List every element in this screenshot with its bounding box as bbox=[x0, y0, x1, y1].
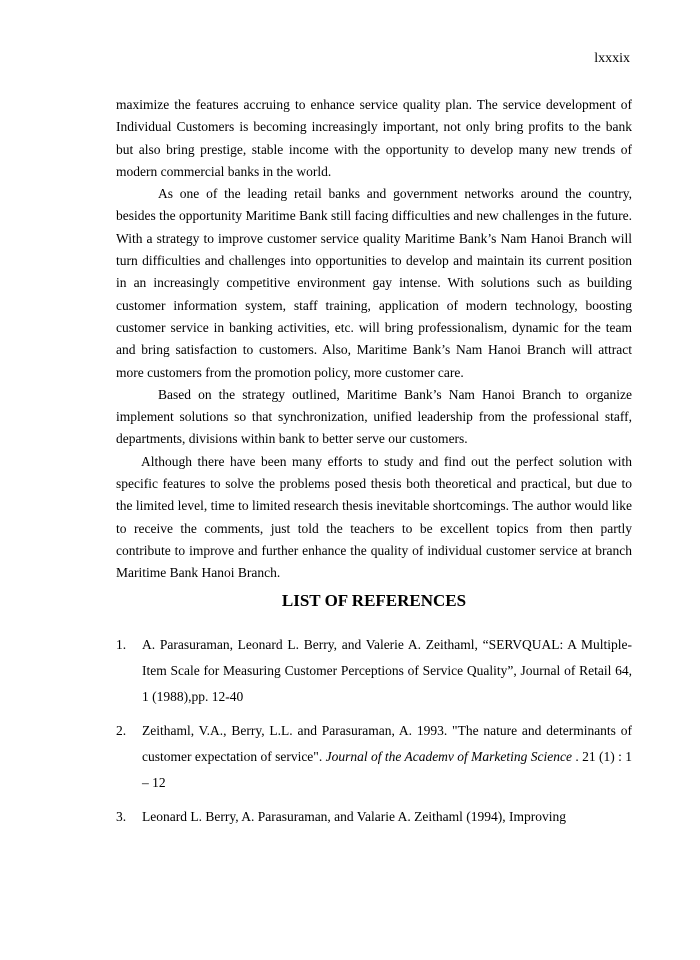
reference-item bbox=[116, 804, 632, 830]
references-heading: LIST OF REFERENCES bbox=[281, 590, 467, 610]
reference-number: 3. bbox=[116, 808, 127, 824]
reference-text: Zeithaml, V.A., Berry, L.L. and Parasuraman, A. 1993. "The nature and determinants of customer expectation of service". bbox=[142, 722, 632, 764]
reference-text: Leonard L. Berry, A. Parasuraman, and Valarie A. Zeithaml (1994), Improving bbox=[142, 808, 567, 824]
reference-details: . 21 (1) : 1 – 12 bbox=[142, 748, 633, 790]
reference-journal: Journal of the Academv of Marketing Science bbox=[325, 748, 573, 764]
paragraph-conclusion: Although there have been many efforts to study and find out the perfect solution with specific features to solve the problems posed thesis both theoretical and practical, but due to the limited level, time to limited research thesis inevitable shortcomings. The author would like to receive the comments, just told the teachers to be excellent topics from then partly contribute to improve and further enhance the quality of individual customer service at branch Maritime Bank Hanoi Branch. bbox=[116, 453, 632, 581]
paragraph-intro: maximize the features accruing to enhance service quality plan. The service development of Individual Customers is becoming increasingly important, not only bring profits to the bank but also bring prestige, stable income with the opportunity to develop many new trends of modern commercial banks in the world. bbox=[116, 97, 632, 179]
paragraph-outline: Based on the strategy outlined, Maritime Bank’s Nam Hanoi Branch to organize implement solutions so that synchronization, unified leadership from the professional staff, departments, divisions within bank to better serve our customers. bbox=[116, 386, 632, 447]
paragraph-strategy: As one of the leading retail banks and government networks around the country, besides the opportunity Maritime Bank still facing difficulties and new challenges in the future. With a strategy to improve customer service quality Maritime Bank’s Nam Hanoi Branch will turn difficulties and challenges into opportunities to develop and maintain its current position in an increasingly competitive environment gay intense. With solutions such as building customer information system, staff training, application of modern technology, boosting customer service in banking activities, etc. will bring professionalism, dynamic for the team and bring satisfaction to customers. Also, Maritime Bank’s Nam Hanoi Branch will attract more customers from the promotion policy, more customer care. bbox=[116, 186, 632, 380]
reference-item bbox=[116, 718, 632, 796]
reference-number: 2. bbox=[116, 722, 127, 738]
reference-item bbox=[116, 632, 632, 710]
document-body bbox=[116, 94, 632, 838]
reference-text: A. Parasuraman, Leonard L. Berry, and Valerie A. Zeithaml, “SERVQUAL: A Multiple-Item Scale for Measuring Customer Perceptions of Service Quality”, Journal of Retail 64, 1 (1988),pp. 12-40 bbox=[142, 636, 632, 704]
page-number: lxxxix bbox=[594, 51, 630, 66]
references-list bbox=[116, 632, 632, 830]
reference-number: 1. bbox=[116, 636, 127, 652]
